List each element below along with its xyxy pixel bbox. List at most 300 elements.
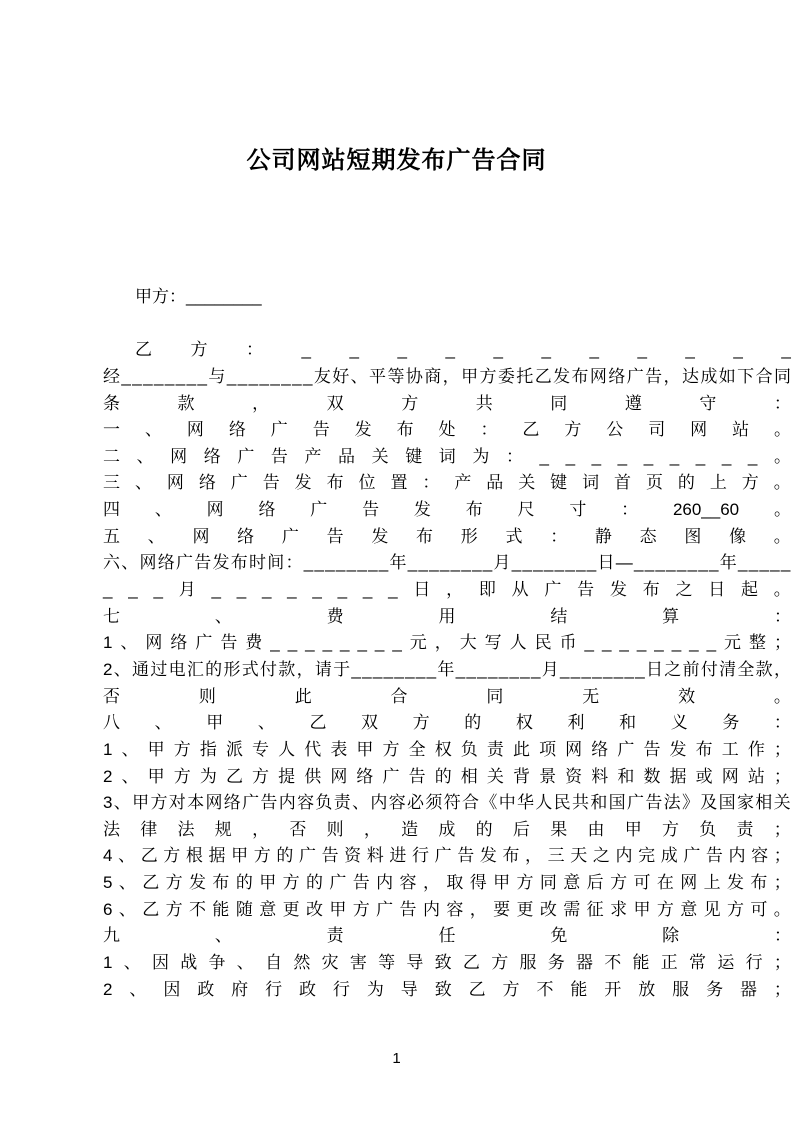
text-token: 、 <box>118 873 136 893</box>
text-token: 、 <box>120 633 138 653</box>
text-token: 、 <box>214 606 232 626</box>
text-token: 》 <box>681 793 699 813</box>
text-line <box>103 923 791 950</box>
text-token: 键 <box>405 446 423 466</box>
text-token: _ <box>287 633 298 653</box>
text-token: 行 <box>745 953 763 973</box>
text-token: 乙 <box>225 766 243 786</box>
text-token: 1 <box>103 739 113 759</box>
text-token: ； <box>773 739 791 759</box>
text-token: 免 <box>550 926 568 946</box>
text-token: 改 <box>305 899 323 919</box>
text-token: ， <box>663 366 681 386</box>
text-token: 好 <box>332 366 350 386</box>
text-token: 的 <box>276 846 294 866</box>
text-token: 须 <box>425 793 443 813</box>
text-token: _ <box>388 580 398 600</box>
text-token: 合 <box>390 686 408 706</box>
text-token: 乙 <box>468 979 486 999</box>
text-token: 协 <box>405 366 423 386</box>
text-token: 乙 <box>309 713 327 733</box>
text-token: 3 <box>103 793 113 813</box>
text-token: 开 <box>604 979 622 999</box>
text-token: ， <box>773 659 791 679</box>
text-token: 告 <box>645 793 663 813</box>
text-token: 则 <box>198 686 216 706</box>
text-token: 态 <box>639 526 657 546</box>
text-token: 、 <box>352 793 370 813</box>
text-token: 乙 <box>534 366 552 386</box>
text-token: ， <box>363 819 381 839</box>
text-token: 此 <box>512 739 530 759</box>
text-token: 间 <box>267 553 285 573</box>
text-token: 责 <box>486 739 504 759</box>
text-token: _ <box>270 366 280 386</box>
text-token: 品 <box>486 473 504 493</box>
text-token: _ <box>613 659 624 679</box>
text-token: ： <box>773 606 791 626</box>
text-token: 完 <box>638 846 656 866</box>
text-token: 常 <box>689 953 707 973</box>
text-token: 灾 <box>321 953 339 973</box>
text-token: _ <box>601 633 612 653</box>
text-token: 费 <box>326 606 344 626</box>
text-token: 因 <box>163 979 181 999</box>
text-token: 果 <box>550 819 568 839</box>
text-token: _ <box>591 446 602 466</box>
text-token: 方 <box>661 819 679 839</box>
text-token: 发 <box>371 526 389 546</box>
text-token: ； <box>773 979 791 999</box>
text-token: 首 <box>614 473 631 493</box>
text-token: 服 <box>519 953 537 973</box>
text-token: 可 <box>633 873 651 893</box>
text-token: 和 <box>619 713 637 733</box>
text-token: 五 <box>103 526 120 546</box>
text-token: 络 <box>157 553 175 573</box>
text-token: 表 <box>330 739 348 759</box>
text-line: 甲方：________ <box>135 287 262 306</box>
text-token: ； <box>773 873 791 893</box>
text-token: 、 <box>129 979 147 999</box>
text-token: 广 <box>617 739 635 759</box>
text-token: 友 <box>313 366 331 386</box>
text-line <box>103 470 791 497</box>
text-token: _ <box>687 553 698 573</box>
text-token: _ <box>570 659 581 679</box>
text-token: 条 <box>103 393 120 413</box>
text-token: 告 <box>321 846 339 866</box>
text-token: _ <box>211 580 221 600</box>
text-line <box>103 337 791 364</box>
text-line <box>103 417 791 444</box>
text-token: 否 <box>103 686 120 706</box>
text-token: _ <box>733 340 743 360</box>
text-token: 在 <box>656 873 674 893</box>
text-token: 词 <box>438 446 456 466</box>
text-token: 从 <box>511 580 529 600</box>
text-token: 过 <box>150 659 168 679</box>
text-token: 内 <box>278 793 296 813</box>
text-token: 广 <box>298 846 316 866</box>
text-token: 国 <box>608 793 626 813</box>
text-token: 自 <box>265 953 283 973</box>
text-token: _ <box>554 553 565 573</box>
text-token: 代 <box>304 739 322 759</box>
text-token: _ <box>602 659 613 679</box>
text-token: 否 <box>289 819 307 839</box>
text-token: 放 <box>638 979 656 999</box>
text-token: 造 <box>401 819 419 839</box>
text-token: — <box>615 553 633 573</box>
text-line <box>103 870 791 897</box>
text-token: _ <box>362 580 373 600</box>
text-token: 告 <box>260 793 278 813</box>
text-token: 广 <box>310 500 328 520</box>
text-token: 不 <box>604 953 622 973</box>
text-token: 尺 <box>517 500 535 520</box>
text-token: 网 <box>565 739 583 759</box>
text-token: 义 <box>670 713 688 733</box>
text-token: ： <box>285 553 303 573</box>
text-token: 害 <box>349 953 367 973</box>
text-token: 后 <box>512 819 530 839</box>
text-token: 二 <box>103 446 120 466</box>
text-token: _ <box>509 659 519 679</box>
text-token: _ <box>175 366 186 386</box>
text-token: 不 <box>536 979 554 999</box>
text-token: 六 <box>103 553 120 573</box>
text-token: 甲 <box>147 766 165 786</box>
text-token: 双 <box>326 393 344 413</box>
text-token: 请 <box>314 659 332 679</box>
text-token: 能 <box>632 953 650 973</box>
text-line <box>103 444 791 471</box>
text-line <box>103 684 791 711</box>
text-token: 260__60 <box>672 500 740 520</box>
text-token: 专 <box>252 739 270 759</box>
text-token: 同 <box>773 366 791 386</box>
text-token: _ <box>533 553 543 573</box>
text-token: 发 <box>609 580 627 600</box>
text-token: _ <box>132 366 142 386</box>
text-token: _ <box>466 659 476 679</box>
text-token: 华 <box>517 793 535 813</box>
text-token: 告 <box>352 873 370 893</box>
text-token: 2 <box>103 659 113 679</box>
text-token: 式 <box>241 659 259 679</box>
text-line <box>103 790 791 817</box>
text-token: 的 <box>475 819 493 839</box>
text-token: 甲 <box>132 793 150 813</box>
text-token: _ <box>671 633 682 653</box>
text-token: _ <box>407 553 418 573</box>
text-token: 布 <box>695 739 713 759</box>
text-token: 告 <box>194 553 212 573</box>
text-token: 广 <box>242 793 260 813</box>
text-token: 广 <box>281 526 299 546</box>
text-token: 告 <box>270 446 288 466</box>
text-token: ； <box>773 819 791 839</box>
text-token: 布 <box>465 500 483 520</box>
text-token: 乙 <box>522 420 540 440</box>
text-token: 月 <box>178 580 196 600</box>
text-token: 商 <box>424 366 442 386</box>
text-token: 广 <box>270 420 288 440</box>
text-token: ， <box>252 819 270 839</box>
text-token: 品 <box>338 446 356 466</box>
text-token: 。 <box>773 446 791 466</box>
text-token: 电 <box>168 659 186 679</box>
text-token: _ <box>666 553 676 573</box>
text-token: _ <box>305 633 315 653</box>
text-token: 权 <box>434 739 452 759</box>
text-token: _ <box>634 553 644 573</box>
text-token: 告 <box>220 633 238 653</box>
text-token: 负 <box>460 739 478 759</box>
text-token: 四 <box>103 500 120 520</box>
text-token: 结 <box>550 606 568 626</box>
text-token: 方 <box>516 873 534 893</box>
text-token: 、 <box>144 420 162 440</box>
text-token: 权 <box>515 713 533 733</box>
text-token: 广 <box>195 633 213 653</box>
text-token: 内 <box>615 846 633 866</box>
text-token: 方 <box>190 340 208 360</box>
text-token: 战 <box>180 953 198 973</box>
text-token: ， <box>446 580 464 600</box>
text-token: 发 <box>413 500 431 520</box>
text-token: _ <box>617 446 628 466</box>
text-token: 、 <box>257 713 275 733</box>
text-token: 广 <box>544 580 562 600</box>
text-token: ； <box>773 846 791 866</box>
text-token: 告 <box>643 739 661 759</box>
text-token: 务 <box>706 979 724 999</box>
text-token: 方 <box>412 713 430 733</box>
text-token: 方 <box>491 953 509 973</box>
text-token: 的 <box>235 873 253 893</box>
text-token: 发 <box>727 873 745 893</box>
text-token: 关 <box>486 766 504 786</box>
text-token: 络 <box>228 420 246 440</box>
text-token: 共 <box>475 393 493 413</box>
text-token: _ <box>322 633 333 653</box>
text-token: 效 <box>678 686 696 706</box>
text-token: 发 <box>553 366 571 386</box>
text-token: 和 <box>617 766 635 786</box>
text-token: 方 <box>253 846 271 866</box>
text-token: _ <box>450 553 461 573</box>
text-token: _ <box>362 659 372 679</box>
text-token: 络 <box>198 473 216 493</box>
text-token: 争 <box>208 953 226 973</box>
text-token: 。 <box>773 500 791 520</box>
text-token: 法 <box>663 793 681 813</box>
text-token: 提 <box>278 766 296 786</box>
text-token: 遵 <box>624 393 642 413</box>
text-token: _ <box>482 553 493 573</box>
text-token: _ <box>186 366 197 386</box>
text-token: _ <box>669 446 680 466</box>
text-token: 则 <box>326 819 344 839</box>
text-token: 负 <box>699 819 717 839</box>
text-token: 。 <box>773 899 791 919</box>
text-token: 。 <box>773 686 791 706</box>
text-token: 键 <box>550 473 568 493</box>
text-token: 方 <box>564 420 582 440</box>
text-token: 款 <box>278 659 296 679</box>
text-token: 布 <box>502 846 520 866</box>
text-token: _ <box>676 553 687 573</box>
text-token: 甲 <box>329 899 347 919</box>
text-token: _ <box>759 553 769 573</box>
text-token: 布 <box>326 473 344 493</box>
text-token: 更 <box>516 899 534 919</box>
text-token: 发 <box>354 420 372 440</box>
text-token: 1 <box>103 953 113 973</box>
text-token: 网 <box>330 766 348 786</box>
text-token: 据 <box>208 846 226 866</box>
text-token: ； <box>773 953 791 973</box>
text-line <box>103 364 791 391</box>
text-token: 乙 <box>135 340 152 360</box>
text-token: 、 <box>214 926 232 946</box>
text-token: _ <box>747 446 758 466</box>
text-token: 资 <box>565 766 583 786</box>
text-token: 像 <box>729 526 747 546</box>
text-token: _ <box>472 553 482 573</box>
text-token: _ <box>415 659 426 679</box>
text-token: _ <box>559 659 570 679</box>
text-token: _ <box>592 659 602 679</box>
text-token: 款 <box>177 393 195 413</box>
text-token: 无 <box>582 686 600 706</box>
text-token: 形 <box>460 526 478 546</box>
text-token: 内 <box>422 899 440 919</box>
text-token: 起 <box>741 580 758 600</box>
text-token: 产 <box>454 473 472 493</box>
text-token: 网 <box>690 420 708 440</box>
text-token: 发 <box>669 739 687 759</box>
text-token: 广 <box>237 446 255 466</box>
text-token: 见 <box>703 899 721 919</box>
text-token: 导 <box>406 953 424 973</box>
text-token: 征 <box>586 899 604 919</box>
text-token: 上 <box>703 873 721 893</box>
text-line <box>103 764 791 791</box>
text-token: _ <box>287 580 297 600</box>
text-token: 平 <box>369 366 387 386</box>
text-token: 八 <box>103 713 120 733</box>
text-token: 方 <box>401 393 419 413</box>
text-token: _ <box>781 340 791 360</box>
text-token: 成 <box>438 819 456 839</box>
text-token: 得 <box>469 873 487 893</box>
text-token: _ <box>487 659 498 679</box>
text-token: _ <box>303 553 314 573</box>
text-token: 布 <box>750 873 768 893</box>
text-token: 、 <box>121 739 139 759</box>
text-token: _ <box>695 446 706 466</box>
text-token: 布 <box>396 420 414 440</box>
text-token: 委 <box>497 366 515 386</box>
text-token: _ <box>511 553 522 573</box>
text-token: 日 <box>708 580 726 600</box>
text-token: _ <box>706 633 717 653</box>
text-token: _ <box>780 553 791 573</box>
text-token: _ <box>770 553 780 573</box>
text-token: 同 <box>539 873 557 893</box>
text-token: 算 <box>662 606 680 626</box>
text-token: _ <box>143 366 153 386</box>
text-token: 网 <box>205 793 223 813</box>
text-token: 派 <box>225 739 243 759</box>
text-token: 乙 <box>462 953 480 973</box>
text-token: 置 <box>390 473 408 493</box>
text-token: 政 <box>197 979 215 999</box>
text-token: 不 <box>189 899 207 919</box>
text-token: 发 <box>479 846 497 866</box>
text-token: 甲 <box>231 846 249 866</box>
text-token: 告 <box>312 420 330 440</box>
text-token: 守 <box>699 393 717 413</box>
text-token: 托 <box>516 366 534 386</box>
text-token: _ <box>103 580 113 600</box>
text-token: _ <box>624 659 634 679</box>
text-token: _ <box>335 553 346 573</box>
text-token: _ <box>498 659 509 679</box>
text-token: 关 <box>518 473 536 493</box>
text-token: ， <box>422 873 440 893</box>
text-token: _ <box>709 553 719 573</box>
text-token: ： <box>773 926 791 946</box>
text-token: _ <box>292 366 302 386</box>
text-token: ： <box>422 473 440 493</box>
text-token: 网 <box>721 766 739 786</box>
text-line <box>103 710 791 737</box>
text-token: 方 <box>165 873 183 893</box>
text-token: 费 <box>245 633 263 653</box>
text-token: 求 <box>610 899 628 919</box>
text-token: ： <box>246 340 264 360</box>
text-line <box>103 630 791 657</box>
text-token: 5 <box>103 873 113 893</box>
text-token: 方 <box>727 899 745 919</box>
text-token: _ <box>405 659 415 679</box>
text-token: 网 <box>145 633 163 653</box>
text-token: 人 <box>535 793 553 813</box>
text-token: 合 <box>462 793 480 813</box>
text-token: 方 <box>173 739 191 759</box>
text-token: 网 <box>139 553 157 573</box>
text-token: 民 <box>534 633 552 653</box>
text-token: 形 <box>223 659 241 679</box>
text-token: ， <box>434 633 452 653</box>
text-token: 天 <box>570 846 588 866</box>
text-token: 行 <box>332 979 350 999</box>
text-token: 络 <box>237 526 255 546</box>
text-token: 合 <box>755 366 773 386</box>
text-token: 式 <box>505 526 523 546</box>
text-token: _ <box>721 446 732 466</box>
text-token: _ <box>237 366 248 386</box>
text-token: 意 <box>259 899 277 919</box>
text-token: _ <box>637 340 647 360</box>
text-token: 络 <box>223 793 241 813</box>
text-token: _ <box>302 366 313 386</box>
text-token: _ <box>248 366 259 386</box>
